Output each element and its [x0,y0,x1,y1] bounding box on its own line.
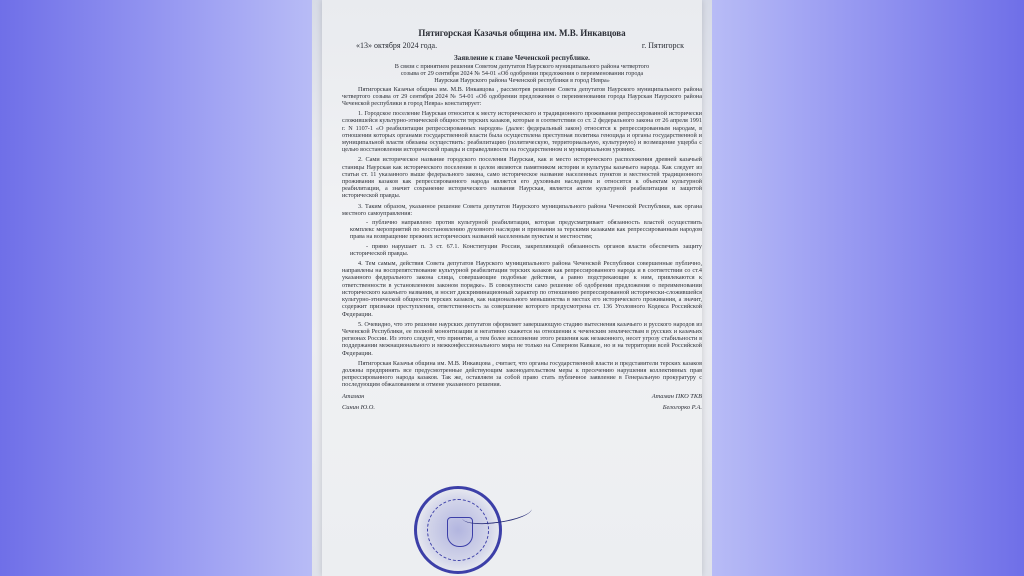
bullet-2: - прямо нарушает п. 3 ст. 67.1. Конституции России, закрепляющей обязанность органов власти обеспечить защиту исторической правды. [350,242,702,257]
document-photo [312,0,712,576]
official-seal [414,486,502,574]
intro-line: созыва от 29 сентября 2024 № 54-01 «Об одобрении предложения о переименовании города [400,70,644,78]
document-city: г. Пятигорск [641,41,684,50]
left-signatory-name: Синин Ю.О. [342,403,375,411]
point-3: 3. Таким образом, указанное решение Совета депутатов Наурского муниципального района Чеченской Республики, как органа местного самоуправления: [342,202,702,217]
document-date: «13» октября 2024 года. [356,41,438,50]
signature-names [342,404,702,411]
point-1: 1. Городское поселение Наурская относится к месту исторического и традиционного проживания репрессированной исторически сложившейся культурно-этнической общности терских казаков, которые в соответствии со ст. 2 федерального закона от 26 апреля 1991 г. N 1107-1 «О реабилитации репрессированных народов» (далее: федеральный закон) относятся к репрессированным народам, в отношении которых органами государственной власти была осуществлена преступная политика геноцида и органы государственной и муниципальной власти обязаны осуществить: реабилитацию (политическую, территориальную, культурную) и возмещение ущерба с целью восстановления исторической правды и справедливости на государственном и муниципальном уровнях. [342,110,702,154]
left-signatory-role: Атаман [342,392,365,400]
organization-title: Пятигорская Казачья община им. М.В. Инкавцова [418,28,626,38]
bullet-1: - публично направлено против культурной реабилитации, которая предусматривает обязанность властей осуществить комплекс мероприятий по восстановлению духовного наследия и признания за терскими казаками как репрессированным народом права на возвращение прежних исторических названий населенным пунктам и местностям; [350,219,702,241]
point-5: 5. Очевидно, что это решение наурских депутатов оформляет завершающую стадию вытеснения казачьего и русского народов из Чеченской Республики, ее полной мононтизации и негативно скажется на отношении к чеченским землячествам в русских и казачьих регионах России. Из этого следует, что принятие, а тем более исполнение этого решения как незаконного, несет угрозу стабильности в поддержании межнационального и межконфессионального мира не только на Северном Кавказе, но и на территории всей Российской Федерации. [342,320,702,357]
point-4: 4. Тем самым, действия Совета депутатов Наурского муниципального района Чеченской Республики совершенные публично, направлены на воспрепятствование культурной реабилитации терских казаков как репрессированного народа и в соответствии со ст.4 указанного федерального закона слица, совершающие подобные действия, а равно подстрекающие к ним, привлекаются к ответственности в установленном законом порядке». В совокупности само решение об одобрении предложения о переименовании исторического казачьего названия, и носит дискриминационный характер по отношению репрессированной исторически-сложившейся культурно-этнической общности терских казаков, как национального меньшинства в местах его исторического проживания, а значит, содержит признаки преступления, ответственность за совершение которого предусмотрена ст. 136 Уголовного Кодекса Российской Федерации. [342,260,702,318]
date-line [356,41,684,51]
intro-line: Наурская Наурского района Чеченской республики в город Невра» [434,77,610,85]
right-signatory-role: Атаман ПКО ТКВ [651,392,702,400]
intro-line: В связи с принятием решения Советом депутатов Наурского муниципального района четвертого [394,63,650,70]
document-body [342,14,702,411]
signature-roles [342,393,702,400]
document-heading: Заявление к главе Чеченской республике. [454,54,590,62]
right-signatory-name: Белогорко Р.А. [662,403,702,411]
point-2: 2. Сами историческое название городского поселения Наурская, как и место исторического расположения древней казачьей станицы Наурская как исторического поселения в целом являются памятником истории и культуры казачьего народа. Как следует из статьи ст. 11 указанного выше федерального закона, само историческое название населенных пунктов и местностей традиционного проживания казаков как репрессированного народа является его духовным наследием и относится к объектам культурной реабилитации, а значит сохранение исторического названия Наурская, является актом культурной реабилитации и защитой исторической правды. [342,156,702,200]
preamble-paragraph: Пятигорская Казачья община им. М.В. Инкавцова , рассмотрев решение Совета депутатов Наурского муниципального района четвертого созыва от 29 сентября 2024 № 54-01 «Об одобрении предложения о переименовании города Наурская Наурского района Чеченской республики в город Невра» констатирует: [342,85,702,108]
paper-sheet [322,0,702,576]
closing-paragraph: Пятигорская Казачья община им. М.В. Инкавцова , считает, что органы государственной власти и представители терских казаков должны предпринять все предусмотренные действующим законодательством меры к пресечению нарушения коллективных прав репрессированного народа казаков. Так же, оставляем за собой право стать публичное заявление в Генеральную прокуратуру с последующим обжалованием и отмене указанного решения. [342,359,702,389]
